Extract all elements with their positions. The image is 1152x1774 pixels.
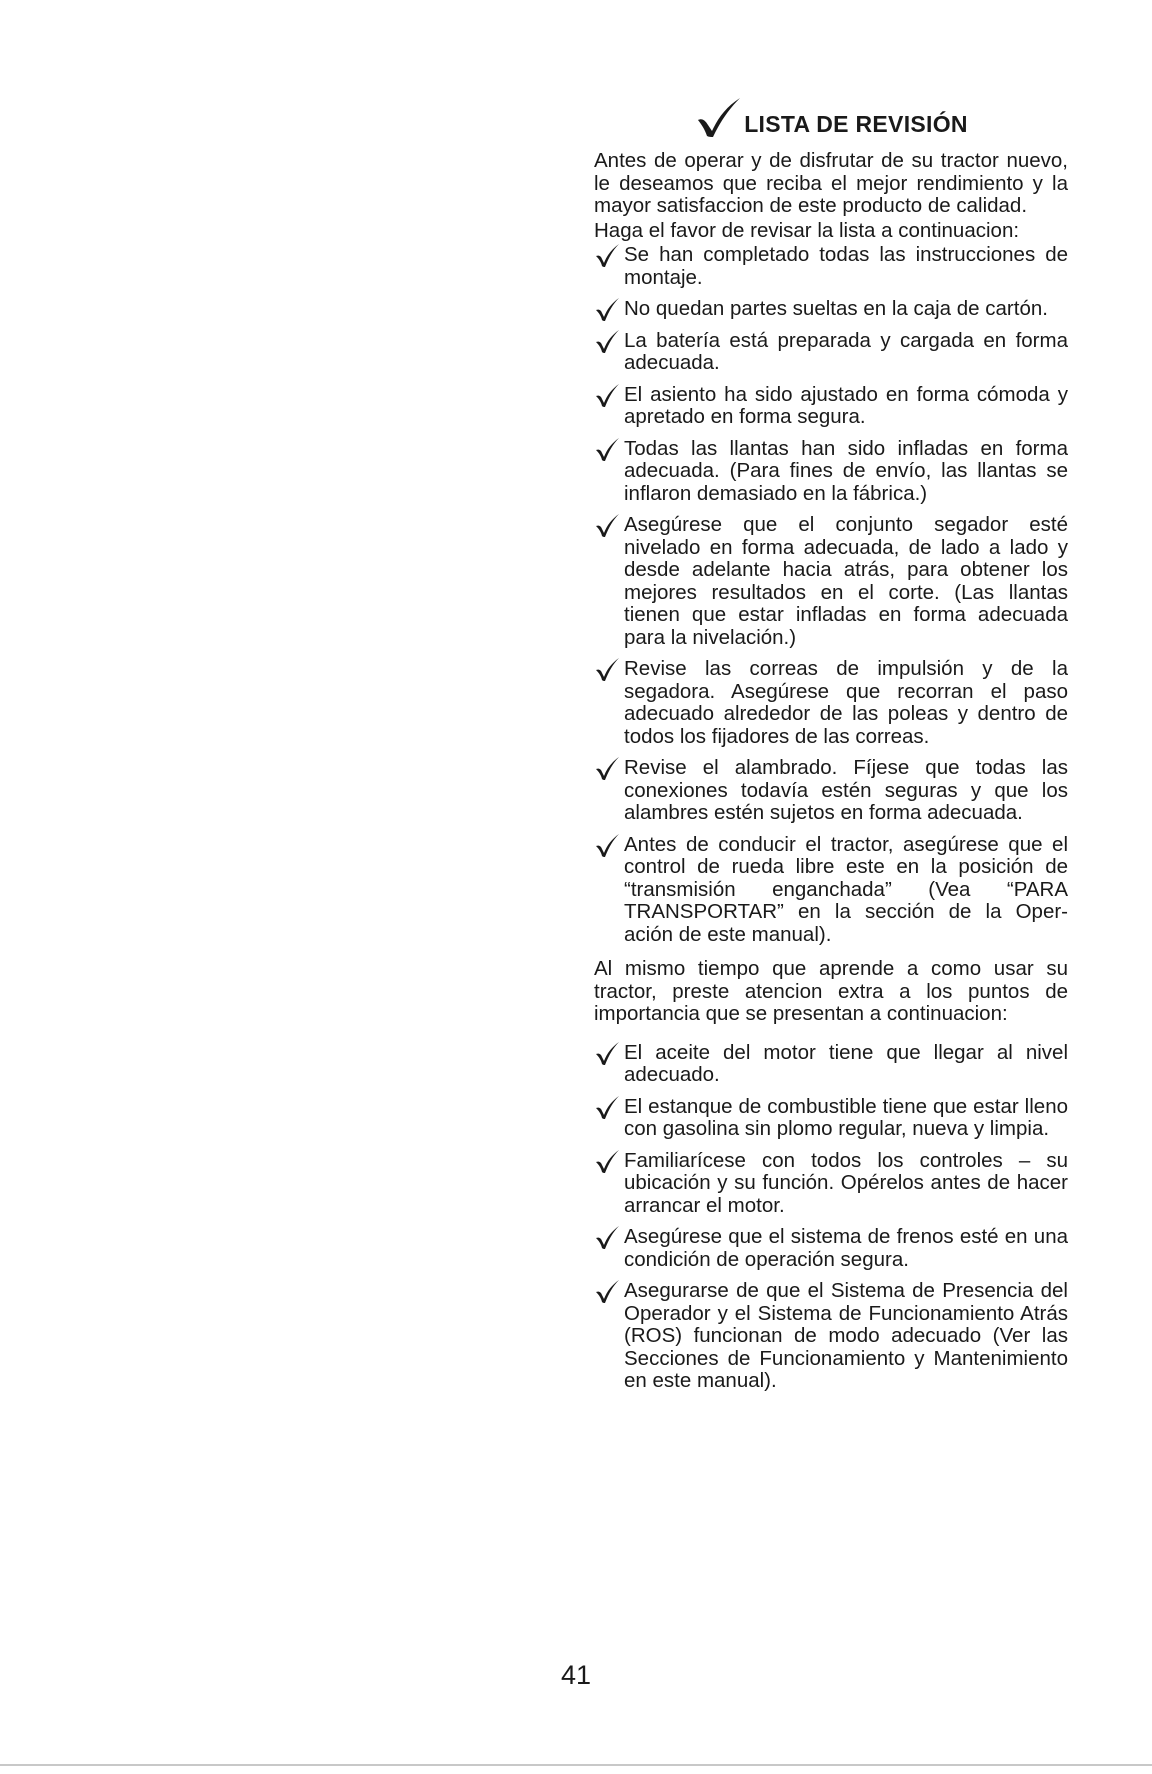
checkmark-icon xyxy=(594,1224,620,1250)
checkmark-icon xyxy=(594,436,620,462)
list-item xyxy=(594,1042,1068,1087)
middle-paragraph: Al mismo tiempo que aprende a como usar su tractor, preste atencion extra a los puntos de importancia que se presentan a continuacion: xyxy=(594,957,1068,1025)
list-item-text: Se han completado todas las instrucciones de montaje. xyxy=(624,243,1068,289)
checkmark-icon xyxy=(594,296,620,322)
list-item xyxy=(594,438,1068,506)
list-item xyxy=(594,658,1068,748)
list-item-text: Asegúrese que el conjunto segador esté nivelado en forma adecuada, de lado a lado y desde adelante hacia atrás, para obtener los mejores resultados en el corte. (Las llantas tienen que estar infladas en forma adecuada para la nivelación.) xyxy=(624,513,1068,649)
list-item-text: Asegurarse de que el Sistema de Presencia del Operador y el Sistema de Funcionamiento Atrás (ROS) funcionan de modo adecuado (Ver las Secciones de Funcionamiento y Mantenimiento en este manual). xyxy=(624,1279,1068,1392)
checkmark-icon xyxy=(594,1148,620,1174)
list-item-text: El estanque de combustible tiene que estar lleno con gasolina sin plomo regular, nueva y limpia. xyxy=(624,1094,1068,1140)
list-item-text: Familiarícese con todos los controles – su ubicación y su función. Opérelos antes de hacer arrancar el motor. xyxy=(624,1148,1068,1217)
intro-paragraph: Antes de operar y de disfrutar de su tractor nuevo, le deseamos que reciba el mejor rendimiento y la mayor satisfaccion de este producto de calidad. xyxy=(594,149,1068,217)
checklist-operation xyxy=(594,1042,1068,1393)
list-item xyxy=(594,1226,1068,1271)
list-item-text: Todas las llantas han sido infladas en forma adecuada. (Para fines de envío, las llantas se inflaron demasiado en la fábrica.) xyxy=(624,436,1068,505)
list-item xyxy=(594,330,1068,375)
list-item-text: El asiento ha sido ajustado en forma cómoda y apretado en forma segura. xyxy=(624,382,1068,428)
intro-instruction: Haga el favor de revisar la lista a continuacion: xyxy=(594,218,1020,242)
text-column xyxy=(594,96,1068,1402)
list-item xyxy=(594,384,1068,429)
list-item-text: El aceite del motor tiene que llegar al nivel adecuado. xyxy=(624,1040,1068,1086)
page-number: 41 xyxy=(560,1660,592,1690)
section-header xyxy=(594,96,1068,138)
checkmark-icon xyxy=(594,832,620,858)
checkmark-icon xyxy=(594,656,620,682)
list-item xyxy=(594,244,1068,289)
list-item xyxy=(594,298,1068,321)
list-item-text: No quedan partes sueltas en la caja de cartón. xyxy=(624,297,1048,320)
checkmark-icon xyxy=(594,512,620,538)
list-item-text: Revise las correas de impulsión y de la segadora. Asegúrese que recorran el paso adecuado alrededor de las poleas y dentro de todos los fijadores de las correas. xyxy=(624,657,1068,748)
list-item xyxy=(594,757,1068,825)
list-item-text: Antes de conducir el tractor, asegúrese que el control de rueda libre este en la posición de “transmisión enganchada” (Vea “PARA TRANSPORTAR” en la sección de la Oper- ación de este manual). xyxy=(624,832,1068,946)
list-item xyxy=(594,1096,1068,1141)
checkmark-icon xyxy=(694,96,742,138)
checkmark-icon xyxy=(594,755,620,781)
list-item-text: La batería está preparada y cargada en forma adecuada. xyxy=(624,328,1068,374)
checkmark-icon xyxy=(594,1040,620,1066)
checkmark-icon xyxy=(594,242,620,268)
list-item xyxy=(594,834,1068,947)
page-title: LISTA DE REVISIÓN xyxy=(744,110,968,137)
checkmark-icon xyxy=(594,1278,620,1304)
checkmark-icon xyxy=(594,1094,620,1120)
checkmark-icon xyxy=(594,382,620,408)
checklist-assembly xyxy=(594,244,1068,946)
checkmark-icon xyxy=(594,328,620,354)
list-item-text: Asegúrese que el sistema de frenos esté en una condición de operación segura. xyxy=(624,1225,1068,1271)
list-item xyxy=(594,1150,1068,1218)
list-item xyxy=(594,514,1068,649)
list-item-text: Revise el alambrado. Fíjese que todas las conexiones todavía estén seguras y que los alambres estén sujetos en forma adecuada. xyxy=(624,756,1068,824)
list-item xyxy=(594,1280,1068,1393)
page-edge-divider xyxy=(0,1764,1152,1766)
